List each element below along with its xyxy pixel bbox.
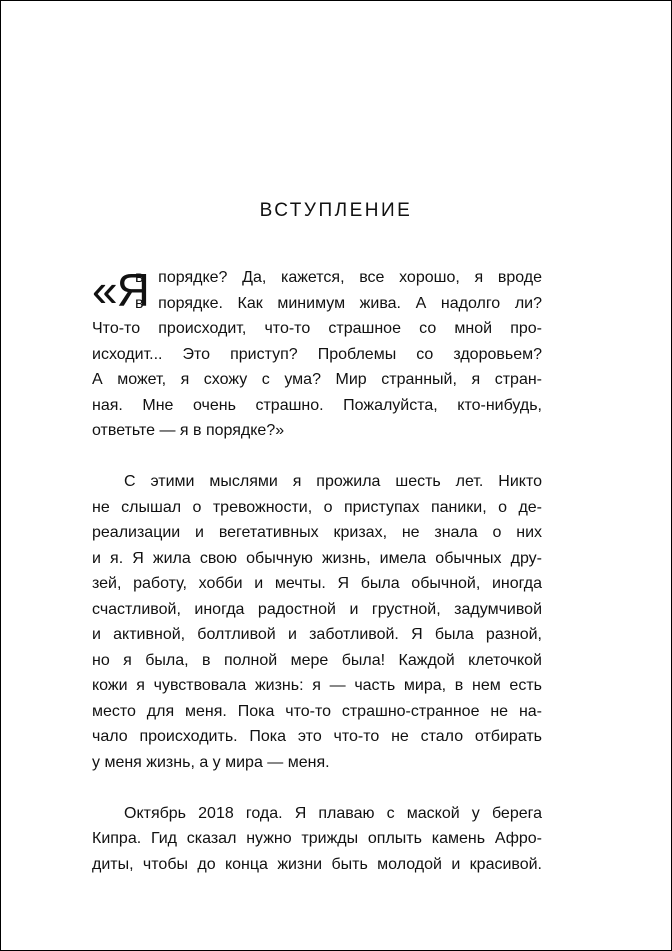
text-line: и я. Я жила свою обычную жизнь, имела обычных дру- — [92, 549, 542, 567]
text-line: ответьте — я в порядке?» — [92, 422, 285, 439]
text-line: реализации и вегетативных кризах, не знала о них — [92, 524, 542, 541]
text-line: счастливой, иногда радостной и грустной, задумчивой — [92, 600, 542, 618]
text-line: кожи я чувствовала жизнь: я — часть мира, в нем есть — [92, 677, 542, 694]
text-line: место для меня. Пока что-то страшно-странное не на- — [92, 702, 542, 720]
text-line: Что-то происходит, что-то страшное со мной про- — [92, 320, 542, 337]
paragraph-1 — [92, 265, 542, 444]
text-line: у меня жизнь, а у мира — меня. — [92, 753, 330, 771]
text-line: но я была, в полной мере была! Каждой клеточкой — [92, 651, 542, 669]
text-line: в порядке. Как минимум жива. А надолго ли? — [135, 294, 542, 312]
paragraph-3 — [92, 801, 542, 878]
text-line: С этими мыслями я прожила шесть лет. Никто — [124, 473, 542, 490]
paragraph-2 — [92, 469, 542, 775]
chapter-body — [92, 265, 542, 877]
text-line: ная. Мне очень страшно. Пожалуйста, кто-нибудь, — [92, 396, 542, 414]
dropcap-letter: «Я — [92, 264, 149, 316]
dropcap-block — [92, 265, 542, 316]
text-line: не слышал о тревожности, о приступах паники, о де- — [92, 498, 542, 516]
text-line: чало происходить. Пока это что-то не стало отбирать — [92, 728, 542, 745]
text-line: исходит... Это приступ? Проблемы со здоровьем? — [92, 345, 542, 363]
text-line: Кипра. Гид сказал нужно трижды оплыть камень Афро- — [92, 830, 542, 847]
text-line: Октябрь 2018 года. Я плаваю с маской у берега — [124, 804, 542, 822]
chapter-title: ВСТУПЛЕНИЕ — [259, 200, 413, 221]
text-line: в порядке? Да, кажется, все хорошо, я вроде — [135, 269, 542, 286]
text-line: диты, чтобы до конца жизни быть молодой и красивой. — [92, 855, 542, 873]
text-line: и активной, болтливой и заботливой. Я была разной, — [92, 626, 542, 643]
dropcap-lines — [135, 265, 542, 316]
text-line: А может, я схожу с ума? Мир странный, я стран- — [92, 371, 542, 388]
text-line: зей, работу, хобби и мечты. Я была обычной, иногда — [92, 575, 542, 592]
